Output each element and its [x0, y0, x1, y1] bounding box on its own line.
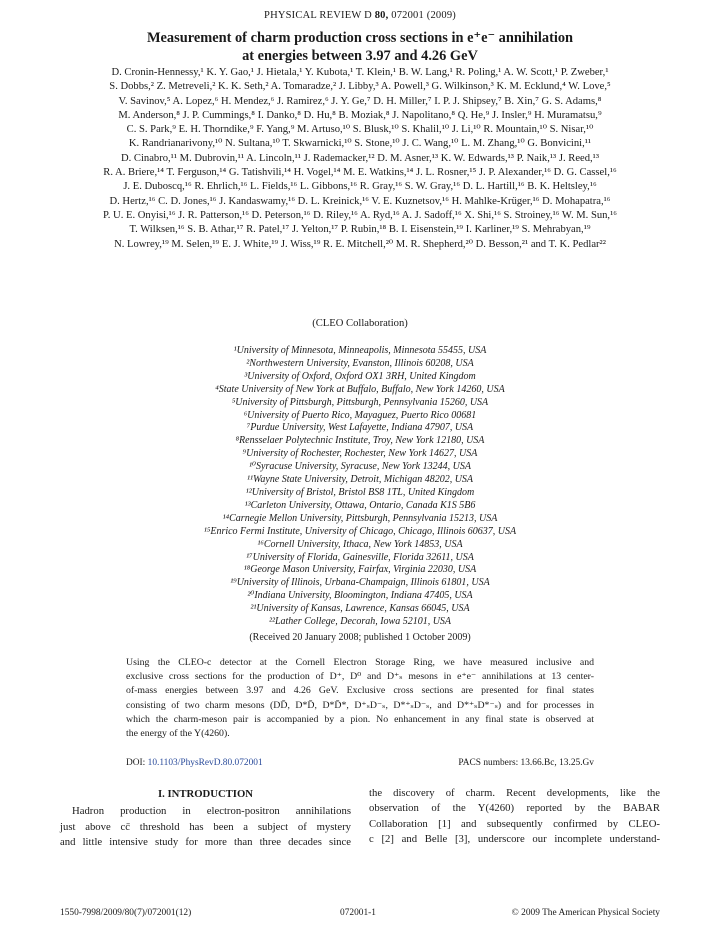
affiliation: ¹University of Minnesota, Minneapolis, Minnesota 55455, USA — [233, 345, 487, 356]
body-line: c [2] and Belle [3], underscore our incomplete understand- — [369, 832, 660, 845]
section-heading: I. INTRODUCTION — [157, 788, 253, 800]
abstract-line: the energy of the Y(4260). — [126, 728, 230, 740]
body-line: Collaboration [1] and subsequently confirmed by CLEO- — [369, 817, 660, 830]
paper-title — [60, 29, 660, 65]
journal-issue-year: 072001 (2009) — [391, 10, 456, 21]
doi-link[interactable]: 10.1103/PhysRevD.80.072001 — [147, 758, 263, 768]
affiliation: ²⁰Indiana University, Bloomington, Indiana 47405, USA — [247, 590, 473, 602]
abstract-line: consisting of two charm mesons (DD̄, D*D̄, D*D̄*, D⁺ₛD⁻ₛ, D*⁺ₛD⁻ₛ, and D*⁺ₛD*⁻ₛ) and for processes in — [126, 699, 594, 711]
affiliation-list — [0, 345, 720, 629]
affiliation: ¹¹Wayne State University, Detroit, Michigan 48202, USA — [246, 474, 474, 486]
author-line: D. Cinabro,¹¹ M. Dubrovin,¹¹ A. Lincoln,¹¹ J. Rademacker,¹² D. M. Asner,¹³ K. W. Edwards,¹³ P. Naik,¹³ J. Reed,¹³ — [120, 152, 600, 164]
author-line: D. Hertz,¹⁶ C. D. Jones,¹⁶ J. Kandaswamy,¹⁶ D. L. Kreinick,¹⁶ V. E. Kuznetsov,¹⁶ H. Mahlke-Krüger,¹⁶ D. Mohapatra,¹⁶ — [109, 195, 611, 207]
affiliation: ⁶University of Puerto Rico, Mayaguez, Puerto Rico 00681 — [243, 409, 477, 421]
abstract-line: exclusive cross sections for the production of D⁺, D⁰ and D⁺ₛ mesons in e⁺e⁻ annihilations at 13 center- — [126, 671, 594, 683]
journal-volume: 80, — [374, 10, 389, 21]
left-column — [60, 786, 351, 850]
affiliation: ¹⁷University of Florida, Gainesville, Florida 32611, USA — [246, 551, 474, 563]
affiliation: ³University of Oxford, Oxford OX1 3RH, United Kingdom — [244, 370, 476, 382]
body-line: just above cc̄ threshold has been a subject of mystery — [60, 820, 351, 833]
affiliation: ¹⁸George Mason University, Fairfax, Virginia 22030, USA — [243, 564, 477, 576]
author-line: T. Wilksen,¹⁶ S. B. Athar,¹⁷ R. Patel,¹⁷ J. Yelton,¹⁷ P. Rubin,¹⁸ B. I. Eisenstein,¹⁹ I. Karliner,¹⁹ S. Mehrabyan,¹⁹ — [129, 224, 591, 236]
collaboration-name: (CLEO Collaboration) — [312, 318, 408, 329]
affiliation: ⁷Purdue University, West Lafayette, Indiana 47907, USA — [246, 422, 474, 434]
author-line: N. Lowrey,¹⁹ M. Selen,¹⁹ E. J. White,¹⁹ J. Wiss,¹⁹ R. E. Mitchell,²⁰ M. R. Shepherd,²⁰ D. Besson,²¹ and T. K. Pedlar²² — [114, 238, 606, 250]
affiliation: ⁵University of Pittsburgh, Pittsburgh, Pennsylvania 15260, USA — [231, 396, 489, 408]
received-dates: (Received 20 January 2008; published 1 October 2009) — [249, 632, 471, 643]
author-line: S. Dobbs,² Z. Metreveli,² K. K. Seth,² A. Tomaradze,² J. Libby,³ A. Powell,³ G. Wilkinson,³ K. M. Ecklund,⁴ W. Love,⁵ — [109, 81, 611, 93]
affiliation: ⁹University of Rochester, Rochester, New York 14627, USA — [242, 448, 478, 460]
affiliation: ¹⁴Carnegie Mellon University, Pittsburgh, Pennsylvania 15213, USA — [222, 512, 498, 524]
affiliation: ⁸Rensselaer Polytechnic Institute, Troy, New York 12180, USA — [235, 435, 485, 447]
body-line: observation of the Y(4260) reported by the BABAR — [369, 802, 660, 815]
author-line: V. Savinov,⁵ A. Lopez,⁶ H. Mendez,⁶ J. Ramirez,⁶ J. Y. Ge,⁷ D. H. Miller,⁷ I. P. J. Shipsey,⁷ B. Xin,⁷ G. S. Adams,⁸ — [118, 95, 602, 107]
body-line: and little intensive study for more than three decades since — [60, 835, 351, 848]
author-line: P. U. E. Onyisi,¹⁶ J. R. Patterson,¹⁶ D. Peterson,¹⁶ D. Riley,¹⁶ A. Ryd,¹⁶ A. J. Sadoff,¹⁶ X. Shi,¹⁶ S. Stroiney,¹⁶ W. M. Sun,¹⁶ — [103, 209, 617, 221]
doi-label: DOI: — [126, 758, 146, 768]
affiliation: ¹²University of Bristol, Bristol BS8 1TL, United Kingdom — [245, 486, 475, 498]
footer-page-number: 072001-1 — [340, 908, 376, 918]
affiliation: ¹⁰Syracuse University, Syracuse, New York 13244, USA — [249, 461, 471, 473]
author-line: D. Cronin-Hennessy,¹ K. Y. Gao,¹ J. Hietala,¹ Y. Kubota,¹ T. Klein,¹ B. W. Lang,¹ R. Poling,¹ A. W. Scott,¹ P. Zweber,¹ — [111, 67, 609, 78]
abstract — [126, 656, 594, 741]
body-line: Hadron production in electron-positron annihilations — [72, 805, 351, 818]
journal-name: PHYSICAL REVIEW D — [264, 10, 372, 21]
author-line: K. Randrianarivony,¹⁰ N. Sultana,¹⁰ T. Skwarnicki,¹⁰ S. Stone,¹⁰ J. C. Wang,¹⁰ L. M. Zhang,¹⁰ G. Bonvicini,¹¹ — [128, 138, 592, 150]
abstract-line: which the charm-meson pair is accompanied by a pion. No enhancement in any final state is observed at — [126, 713, 594, 725]
author-list — [20, 66, 700, 252]
affiliation: ¹⁹University of Illinois, Urbana-Champaign, Illinois 61801, USA — [230, 577, 490, 589]
doi — [126, 758, 263, 768]
author-line: R. A. Briere,¹⁴ T. Ferguson,¹⁴ G. Tatishvili,¹⁴ H. Vogel,¹⁴ M. E. Watkins,¹⁴ J. L. Rosner,¹⁵ J. P. Alexander,¹⁶ D. G. Cassel,¹⁶ — [103, 167, 617, 179]
pacs-numbers: PACS numbers: 13.66.Bc, 13.25.Gv — [458, 758, 594, 768]
affiliation: ²¹University of Kansas, Lawrence, Kansas 66045, USA — [250, 603, 470, 615]
affiliation: ¹⁶Cornell University, Ithaca, New York 14853, USA — [257, 538, 463, 550]
footer-issn: 1550-7998/2009/80(7)/072001(12) — [60, 908, 192, 918]
affiliation: ²²Lather College, Decorah, Iowa 52101, USA — [268, 616, 452, 628]
footer-copyright: © 2009 The American Physical Society — [511, 908, 660, 918]
journal-header — [0, 10, 720, 21]
author-line: J. E. Duboscq,¹⁶ R. Ehrlich,¹⁶ L. Fields,¹⁶ L. Gibbons,¹⁶ R. Gray,¹⁶ S. W. Gray,¹⁶ D. L. Hartill,¹⁶ B. K. Heltsley,¹⁶ — [123, 181, 597, 193]
author-line: M. Anderson,⁸ J. P. Cummings,⁸ I. Danko,⁸ D. Hu,⁸ B. Moziak,⁸ J. Napolitano,⁸ Q. He,⁹ J. Insler,⁹ H. Muramatsu,⁹ — [118, 109, 602, 121]
title-line-2: at energies between 3.97 and 4.26 GeV — [242, 48, 478, 64]
affiliation: ²Northwestern University, Evanston, Illinois 60208, USA — [246, 357, 474, 369]
body-line: the discovery of charm. Recent developments, like the — [369, 787, 660, 799]
affiliation: ¹³Carleton University, Ottawa, Ontario, Canada K1S 5B6 — [244, 499, 476, 511]
abstract-line: of-mass energies between 3.97 and 4.26 GeV. Exclusive cross sections are presented for final states — [126, 685, 594, 697]
affiliation: ⁴State University of New York at Buffalo, Buffalo, New York 14260, USA — [215, 383, 505, 395]
affiliation: ¹⁵Enrico Fermi Institute, University of Chicago, Chicago, Illinois 60637, USA — [203, 525, 517, 537]
abstract-line: Using the CLEO-c detector at the Cornell Electron Storage Ring, we have measured inclusive and — [126, 657, 594, 668]
author-line: C. S. Park,⁹ E. H. Thorndike,⁹ F. Yang,⁹ M. Artuso,¹⁰ S. Blusk,¹⁰ S. Khalil,¹⁰ J. Li,¹⁰ R. Mountain,¹⁰ S. Nisar,¹⁰ — [126, 124, 594, 136]
title-line-1: Measurement of charm production cross sections in e⁺e⁻ annihilation — [146, 30, 574, 46]
right-column — [369, 786, 660, 847]
